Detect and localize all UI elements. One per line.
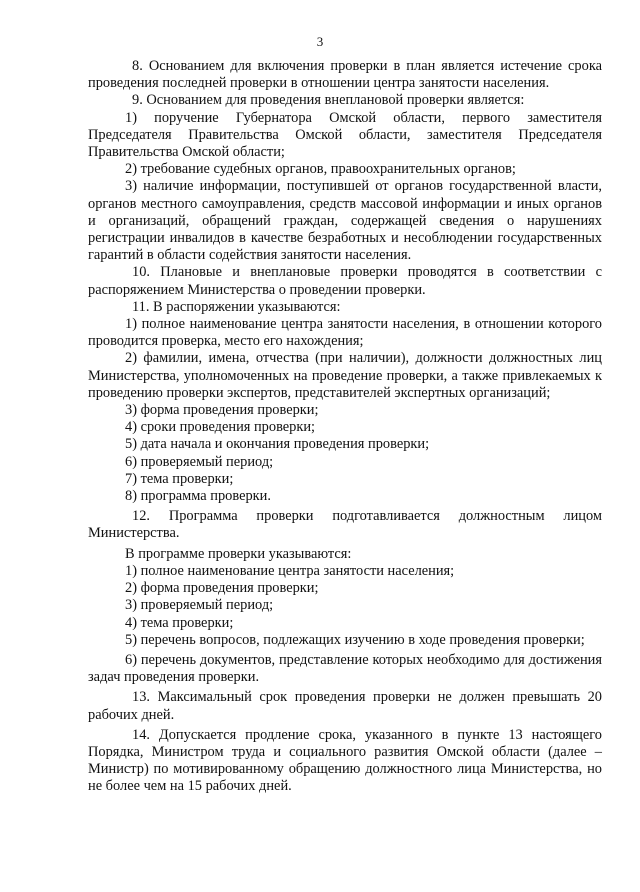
paragraph-11-item-7: 7) тема проверки; (125, 470, 234, 487)
paragraph-11-item-6: 6) проверяемый период; (125, 453, 274, 470)
program-item-3: 3) проверяемый период; (125, 597, 274, 614)
paragraph-8: 8. Основанием для включения проверки в план является истечение срока проведения последней проверки в отношении центра занятости населения. (88, 58, 602, 92)
program-item-4: 4) тема проверки; (125, 614, 234, 631)
paragraph-14: 14. Допускается продление срока, указанного в пункте 13 настоящего Порядка, Министром труда и социального развития Омской области (далее – Министр) по мотивированному обращению должностного лица Министерства, но не более чем на 15 рабочих дней. (88, 726, 602, 795)
paragraph-10: 10. Плановые и внеплановые проверки проводятся в соответствии с распоряжением Министерства о проведении проверки. (88, 264, 602, 298)
document-body (88, 58, 602, 796)
paragraph-9-item-3: 3) наличие информации, поступившей от органов государственной власти, органов местного самоуправления, средств массовой информации и иных органов и организаций, обращений граждан, содержащей сведения о нарушениях регистрации инвалидов в качестве безработных и несоблюдении государственных гарантий в области содействия занятости населения. (88, 178, 602, 264)
page-number: 3 (316, 34, 324, 49)
program-item-5: 5) перечень вопросов, подлежащих изучению в ходе проведения проверки; (125, 631, 585, 648)
paragraph-11-item-1: 1) полное наименование центра занятости населения, в отношении которого проводится проверка, место его нахождения; (88, 316, 602, 350)
program-intro: В программе проверки указываются: (125, 545, 352, 562)
paragraph-11-item-2: 2) фамилии, имена, отчества (при наличии), должности должностных лиц Министерства, уполномоченных на проведение проверки, а также привлекаемых к проведению проверки экспертов, представителей экспертных организаций; (88, 350, 602, 401)
program-item-1: 1) полное наименование центра занятости населения; (125, 562, 455, 579)
paragraph-11-item-5: 5) дата начала и окончания проведения проверки; (125, 436, 430, 453)
program-item-2: 2) форма проведения проверки; (125, 580, 319, 597)
program-item-6: 6) перечень документов, представление которых необходимо для достижения задач проведения проверки. (88, 651, 602, 686)
paragraph-11-item-3: 3) форма проведения проверки; (125, 402, 319, 419)
paragraph-9-item-2: 2) требование судебных органов, правоохранительных органов; (125, 161, 516, 178)
paragraph-12: 12. Программа проверки подготавливается должностным лицом Министерства. (88, 508, 602, 542)
paragraph-11-item-8: 8) программа проверки. (125, 488, 271, 505)
paragraph-9-item-1: 1) поручение Губернатора Омской области, первого заместителя Председателя Правительства Омской области, заместителя Председателя Правительства Омской области; (88, 109, 602, 161)
paragraph-11-item-4: 4) сроки проведения проверки; (125, 419, 316, 436)
paragraph-13: 13. Максимальный срок проведения проверки не должен превышать 20 рабочих дней. (88, 689, 602, 723)
paragraph-9: 9. Основанием для проведения внеплановой проверки является: (132, 92, 525, 109)
paragraph-11: 11. В распоряжении указываются: (132, 298, 341, 315)
